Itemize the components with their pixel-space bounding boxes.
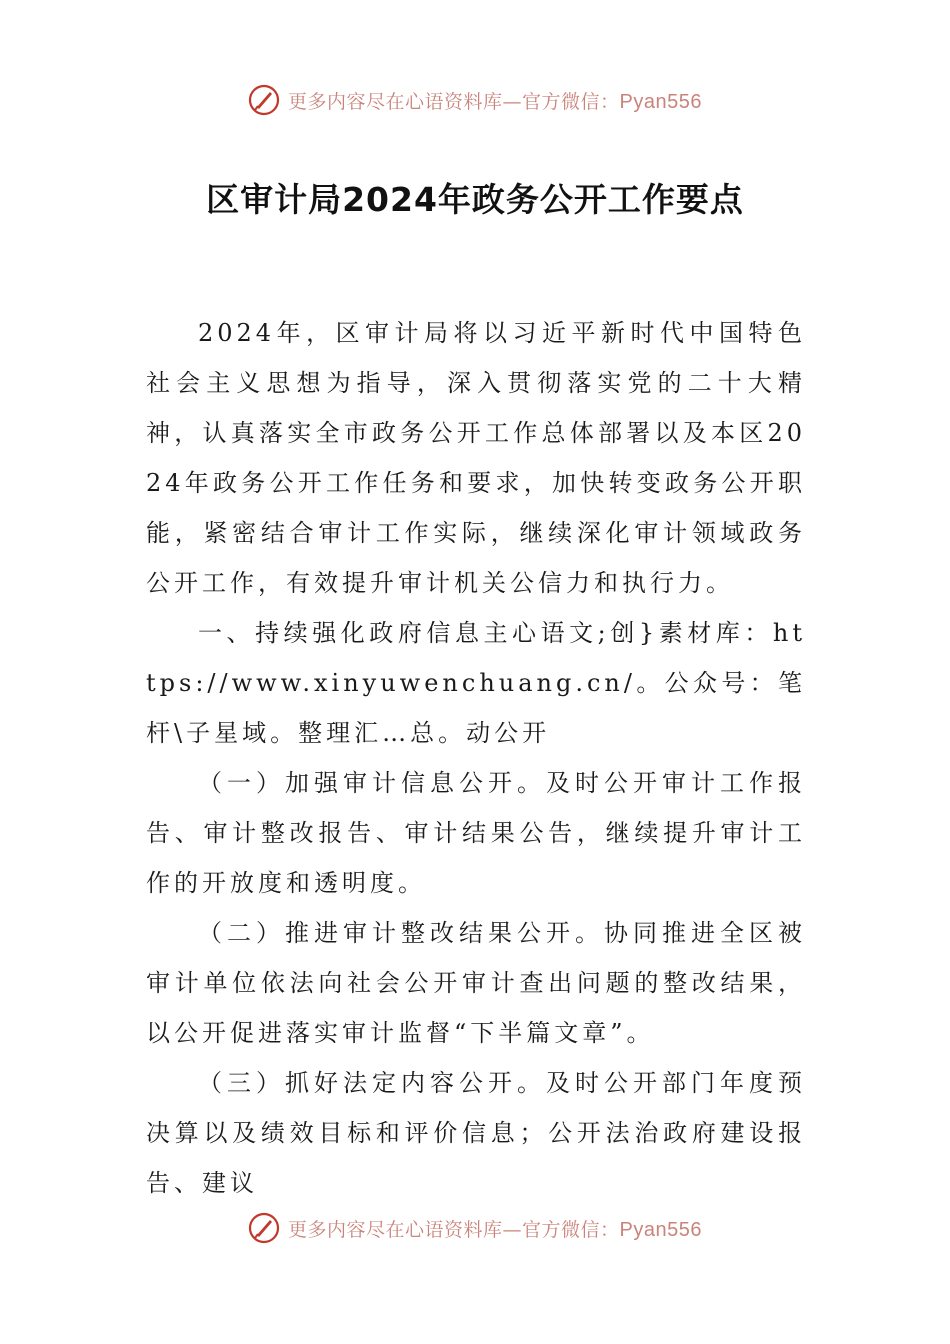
watermark-id: Pyan556 [619, 1218, 702, 1241]
watermark-text: 更多内容尽在心语资料库—官方微信：Pyan556 [288, 1218, 702, 1241]
footer-watermark [0, 1212, 950, 1244]
quill-logo-icon [248, 84, 280, 116]
paragraph-item-3: （三）抓好法定内容公开。及时公开部门年度预决算以及绩效目标和评价信息；公开法治政府建设报告、建议 [146, 1069, 806, 1197]
document-title: 区审计局2024年政务公开工作要点 [206, 180, 744, 219]
paragraph-item-2: （二）推进审计整改结果公开。协同推进全区被审计单位依法向社会公开审计查出问题的整改结果，以公开促进落实审计监督“下半篇文章”。 [146, 919, 806, 1047]
paragraph-intro: 2024年，区审计局将以习近平新时代中国特色社会主义思想为指导，深入贯彻落实党的二十大精神，认真落实全市政务公开工作总体部署以及本区2024年政务公开工作任务和要求，加快转变政务公开职能，紧密结合审计工作实际，继续深化审计领域政务公开工作，有效提升审计机关公信力和执行力。 [146, 319, 806, 597]
paragraph-item-1: （一）加强审计信息公开。及时公开审计工作报告、审计整改报告、审计结果公告，继续提升审计工作的开放度和透明度。 [146, 769, 806, 897]
quill-logo-icon [248, 1212, 280, 1244]
section-heading-1: 一、持续强化政府信息主心语文;创}素材库：https://www.xinyuwenchuang.cn/。公众号：笔杆\子星域。整理汇…总。动公开 [146, 619, 806, 747]
watermark-id: Pyan556 [619, 90, 702, 113]
header-watermark [0, 84, 950, 116]
document-body [146, 308, 806, 1208]
watermark-text: 更多内容尽在心语资料库—官方微信：Pyan556 [288, 90, 702, 113]
